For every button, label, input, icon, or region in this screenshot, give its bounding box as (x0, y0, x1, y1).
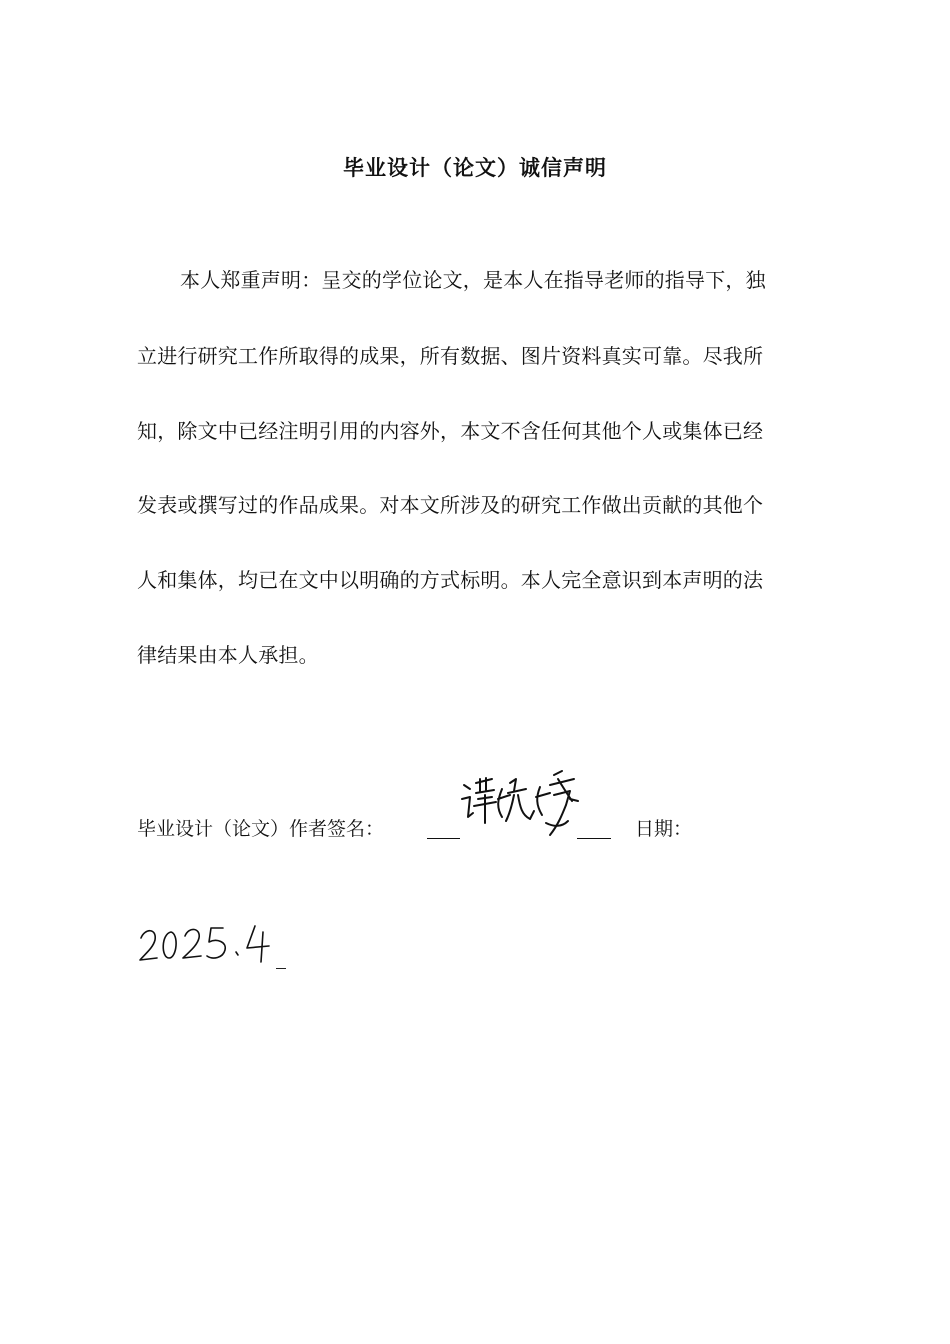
signature-label: 毕业设计（论文）作者签名： (137, 818, 385, 840)
body-line-5: 人和集体，均已在文中以明确的方式标明。本人完全意识到本声明的法 (137, 568, 764, 592)
signature-underline-left (427, 838, 460, 839)
body-line-6: 律结果由本人承担。 (137, 643, 319, 667)
body-line-2: 立进行研究工作所取得的成果，所有数据、图片资料真实可靠。尽我所 (137, 344, 764, 368)
page-title: 毕业设计（论文）诚信声明 (343, 156, 607, 180)
date-label: 日期： (635, 818, 693, 840)
body-line-3: 知，除文中已经注明引用的内容外，本文不含任何其他个人或集体已经 (137, 419, 764, 443)
body-line-4: 发表或撰写过的作品成果。对本文所涉及的研究工作做出贡献的其他个 (137, 493, 764, 517)
handwritten-signature (458, 765, 583, 845)
handwritten-date (137, 918, 297, 978)
date-underline (276, 968, 286, 969)
body-line-1: 本人郑重声明：呈交的学位论文，是本人在指导老师的指导下，独 (180, 268, 766, 292)
